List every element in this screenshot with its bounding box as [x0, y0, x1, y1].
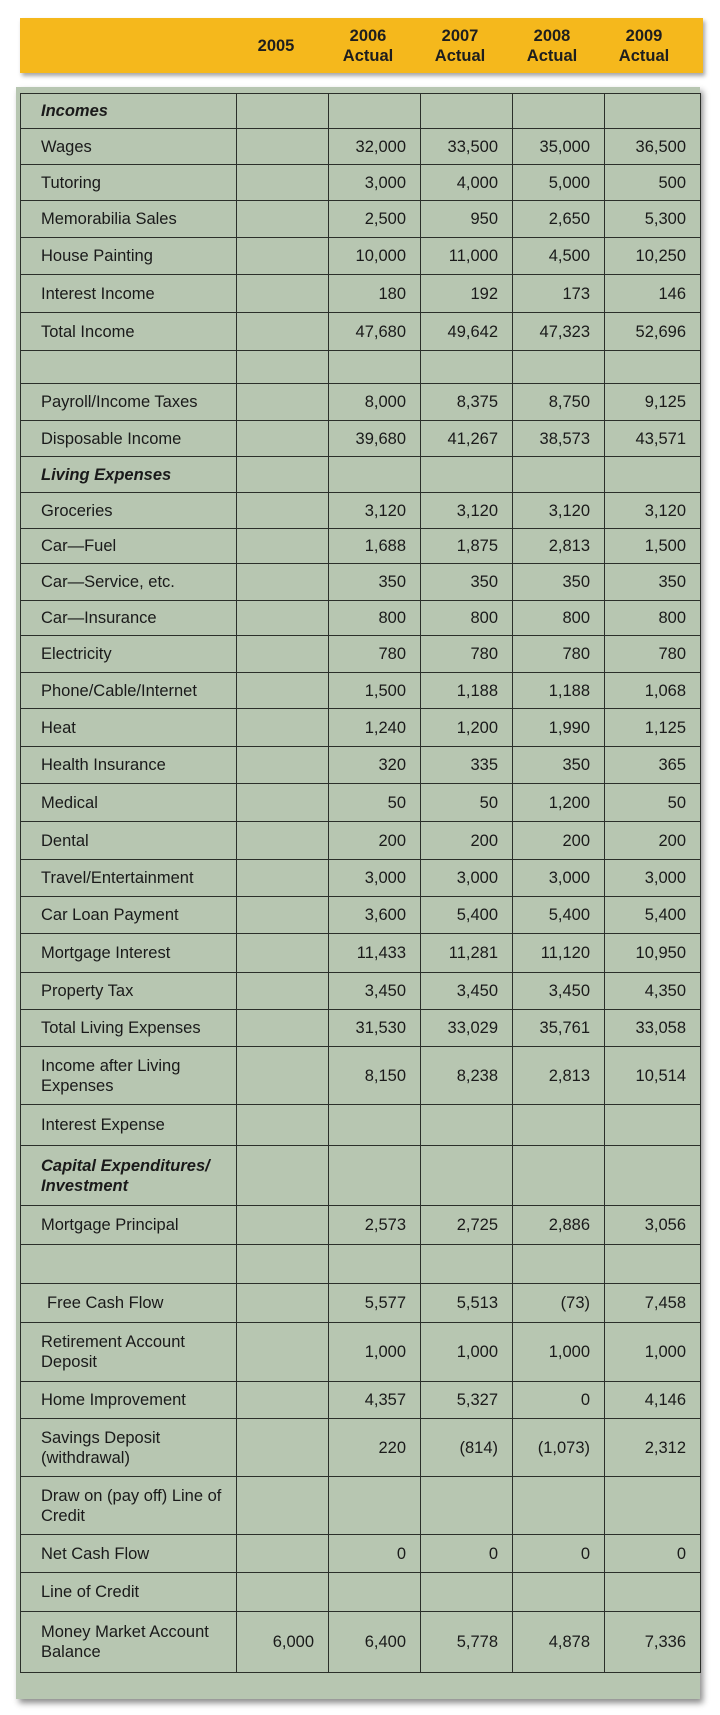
- row-label: Memorabilia Sales: [21, 201, 237, 238]
- cell-2008: 2,886: [513, 1206, 605, 1245]
- cell-2008: 0: [513, 1535, 605, 1573]
- cell-2009: 33,058: [605, 1010, 701, 1047]
- row-label: Car—Service, etc.: [21, 564, 237, 601]
- table-row: [21, 1612, 701, 1673]
- row-label: Phone/Cable/Internet: [21, 673, 237, 709]
- cell-2008: 8,750: [513, 384, 605, 421]
- cell-2008: 35,761: [513, 1010, 605, 1047]
- row-label: Wages: [21, 129, 237, 165]
- cell-2006: 8,000: [329, 384, 421, 421]
- cell-2008: [513, 1573, 605, 1612]
- cell-2005: 6,000: [237, 1612, 329, 1673]
- cell-2007: [421, 457, 513, 493]
- cell-2005: [237, 238, 329, 275]
- cell-2009: [605, 351, 701, 384]
- cell-2005: [237, 129, 329, 165]
- column-header-bar: [20, 18, 703, 73]
- cell-2006: [329, 94, 421, 129]
- cell-2009: 52,696: [605, 313, 701, 351]
- table-row: [21, 934, 701, 973]
- row-label: Car—Fuel: [21, 529, 237, 564]
- cell-2006: 0: [329, 1535, 421, 1573]
- cell-2009: 43,571: [605, 421, 701, 457]
- cell-2006: 3,450: [329, 973, 421, 1010]
- row-label: Free Cash Flow: [21, 1284, 237, 1323]
- cell-2009: 5,300: [605, 201, 701, 238]
- cell-2006: 350: [329, 564, 421, 601]
- table-row: [21, 201, 701, 238]
- cell-2008: [513, 1245, 605, 1284]
- cell-2009: 3,056: [605, 1206, 701, 1245]
- cell-2008: 350: [513, 564, 605, 601]
- cell-2006: 3,120: [329, 493, 421, 529]
- cell-2007: 800: [421, 601, 513, 636]
- table-row: [21, 313, 701, 351]
- cell-2007: 1,188: [421, 673, 513, 709]
- table-row: [21, 1245, 701, 1284]
- cell-2006: 320: [329, 747, 421, 784]
- cell-2005: [237, 747, 329, 784]
- cell-2006: 800: [329, 601, 421, 636]
- row-label: Tutoring: [21, 165, 237, 201]
- cell-2006: 3,600: [329, 897, 421, 934]
- cell-2008: 350: [513, 747, 605, 784]
- cell-2006: 1,500: [329, 673, 421, 709]
- cell-2008: 4,878: [513, 1612, 605, 1673]
- cell-2009: 10,950: [605, 934, 701, 973]
- table-row: [21, 384, 701, 421]
- cell-2007: 0: [421, 1535, 513, 1573]
- cell-2006: 5,577: [329, 1284, 421, 1323]
- cell-2009: 5,400: [605, 897, 701, 934]
- cell-2008: 173: [513, 275, 605, 313]
- table-row: [21, 165, 701, 201]
- cell-2005: [237, 1323, 329, 1382]
- cell-2008: 780: [513, 636, 605, 673]
- cell-2005: [237, 636, 329, 673]
- cell-2007: 5,400: [421, 897, 513, 934]
- table-row: [21, 1284, 701, 1323]
- cell-2007: 4,000: [421, 165, 513, 201]
- table-row: [21, 1477, 701, 1535]
- cell-2009: 4,146: [605, 1382, 701, 1419]
- cell-2006: 50: [329, 784, 421, 822]
- row-label: Disposable Income: [21, 421, 237, 457]
- cell-2006: 2,573: [329, 1206, 421, 1245]
- cell-2009: 350: [605, 564, 701, 601]
- cell-2009: 1,000: [605, 1323, 701, 1382]
- cell-2008: 11,120: [513, 934, 605, 973]
- table-row: [21, 897, 701, 934]
- cell-2009: [605, 94, 701, 129]
- cell-2006: [329, 351, 421, 384]
- cell-2009: 2,312: [605, 1419, 701, 1477]
- cell-2005: [237, 1206, 329, 1245]
- cell-2006: 1,240: [329, 709, 421, 747]
- cell-2009: [605, 1105, 701, 1146]
- cell-2005: [237, 897, 329, 934]
- cell-2006: 4,357: [329, 1382, 421, 1419]
- cell-2009: 3,120: [605, 493, 701, 529]
- cell-2008: 0: [513, 1382, 605, 1419]
- cell-2006: [329, 1245, 421, 1284]
- cell-2007: 350: [421, 564, 513, 601]
- table-row: [21, 1047, 701, 1105]
- row-label: Interest Expense: [21, 1105, 237, 1146]
- cell-2005: [237, 1245, 329, 1284]
- cell-2005: [237, 384, 329, 421]
- cell-2006: [329, 1573, 421, 1612]
- table-row: [21, 1206, 701, 1245]
- cell-2007: 1,875: [421, 529, 513, 564]
- cell-2008: 3,120: [513, 493, 605, 529]
- cell-2009: 4,350: [605, 973, 701, 1010]
- cell-2005: [237, 973, 329, 1010]
- cell-2005: [237, 201, 329, 238]
- cell-2007: 33,029: [421, 1010, 513, 1047]
- cell-2009: 0: [605, 1535, 701, 1573]
- cell-2006: 200: [329, 822, 421, 860]
- row-label: Draw on (pay off) Line of Credit: [21, 1477, 237, 1535]
- table-row: [21, 822, 701, 860]
- table-row: [21, 1105, 701, 1146]
- cell-2006: [329, 457, 421, 493]
- cell-2007: 950: [421, 201, 513, 238]
- cell-2009: 10,514: [605, 1047, 701, 1105]
- column-header-2009: 2009 Actual: [618, 26, 670, 65]
- cell-2009: 365: [605, 747, 701, 784]
- cell-2007: (814): [421, 1419, 513, 1477]
- cell-2007: 3,120: [421, 493, 513, 529]
- row-label: Mortgage Interest: [21, 934, 237, 973]
- cell-2005: [237, 351, 329, 384]
- table-row: [21, 1573, 701, 1612]
- table-row: [21, 275, 701, 313]
- cell-2009: 1,125: [605, 709, 701, 747]
- cell-2009: 36,500: [605, 129, 701, 165]
- cell-2009: 3,000: [605, 860, 701, 897]
- cell-2005: [237, 1573, 329, 1612]
- cell-2009: 7,458: [605, 1284, 701, 1323]
- cell-2008: 1,990: [513, 709, 605, 747]
- cell-2007: 192: [421, 275, 513, 313]
- cell-2005: [237, 1146, 329, 1206]
- row-label: Car Loan Payment: [21, 897, 237, 934]
- cell-2005: [237, 564, 329, 601]
- cell-2006: 1,688: [329, 529, 421, 564]
- row-label: Interest Income: [21, 275, 237, 313]
- column-header-2006: 2006 Actual: [342, 26, 394, 65]
- cell-2008: 2,813: [513, 1047, 605, 1105]
- cell-2008: 1,200: [513, 784, 605, 822]
- row-label: Mortgage Principal: [21, 1206, 237, 1245]
- cell-2008: 35,000: [513, 129, 605, 165]
- row-label: House Painting: [21, 238, 237, 275]
- cell-2008: 4,500: [513, 238, 605, 275]
- cell-2007: 33,500: [421, 129, 513, 165]
- cell-2005: [237, 529, 329, 564]
- cell-2005: [237, 1382, 329, 1419]
- table-row: [21, 421, 701, 457]
- cell-2007: [421, 1245, 513, 1284]
- table-row: [21, 529, 701, 564]
- cell-2007: 41,267: [421, 421, 513, 457]
- row-label: Net Cash Flow: [21, 1535, 237, 1573]
- cell-2007: 200: [421, 822, 513, 860]
- cell-2008: 5,000: [513, 165, 605, 201]
- cell-2005: [237, 860, 329, 897]
- table-row: [21, 1382, 701, 1419]
- cell-2009: 800: [605, 601, 701, 636]
- cell-2005: [237, 784, 329, 822]
- row-label: Money Market Account Balance: [21, 1612, 237, 1673]
- row-label: Income after Living Expenses: [21, 1047, 237, 1105]
- cell-2006: [329, 1146, 421, 1206]
- cell-2008: 2,650: [513, 201, 605, 238]
- cell-2007: [421, 1573, 513, 1612]
- table-row: [21, 784, 701, 822]
- cell-2006: 10,000: [329, 238, 421, 275]
- cell-2006: 220: [329, 1419, 421, 1477]
- cell-2008: 1,000: [513, 1323, 605, 1382]
- cell-2008: [513, 94, 605, 129]
- cell-2007: 8,238: [421, 1047, 513, 1105]
- cell-2006: 2,500: [329, 201, 421, 238]
- cell-2008: [513, 457, 605, 493]
- cell-2006: 180: [329, 275, 421, 313]
- cell-2008: 5,400: [513, 897, 605, 934]
- section-row: [21, 94, 701, 129]
- row-label: Retirement Account Deposit: [21, 1323, 237, 1382]
- cell-2005: [237, 275, 329, 313]
- table-row: [21, 601, 701, 636]
- cell-2009: 200: [605, 822, 701, 860]
- cash-flow-table-panel: [16, 87, 700, 1699]
- cell-2005: [237, 1284, 329, 1323]
- row-label: Medical: [21, 784, 237, 822]
- row-label: Total Income: [21, 313, 237, 351]
- cell-2007: 5,327: [421, 1382, 513, 1419]
- cell-2007: 5,513: [421, 1284, 513, 1323]
- cell-2007: 5,778: [421, 1612, 513, 1673]
- cell-2009: 7,336: [605, 1612, 701, 1673]
- cell-2005: [237, 601, 329, 636]
- row-label: Dental: [21, 822, 237, 860]
- row-label: Total Living Expenses: [21, 1010, 237, 1047]
- cell-2005: [237, 1105, 329, 1146]
- row-label: Incomes: [21, 94, 237, 129]
- section-row: [21, 1146, 701, 1206]
- table-body: [21, 94, 701, 1673]
- row-label: Health Insurance: [21, 747, 237, 784]
- cell-2008: [513, 1105, 605, 1146]
- cell-2008: 47,323: [513, 313, 605, 351]
- cell-2009: 1,068: [605, 673, 701, 709]
- cell-2006: 32,000: [329, 129, 421, 165]
- table-row: [21, 747, 701, 784]
- cell-2008: (1,073): [513, 1419, 605, 1477]
- table-row: [21, 1323, 701, 1382]
- cell-2007: [421, 351, 513, 384]
- cell-2009: 780: [605, 636, 701, 673]
- cell-2008: (73): [513, 1284, 605, 1323]
- cell-2007: 1,000: [421, 1323, 513, 1382]
- table-row: [21, 673, 701, 709]
- cell-2005: [237, 934, 329, 973]
- cell-2005: [237, 1419, 329, 1477]
- row-label: Home Improvement: [21, 1382, 237, 1419]
- cell-2005: [237, 673, 329, 709]
- table-row: [21, 860, 701, 897]
- cell-2005: [237, 421, 329, 457]
- cell-2006: [329, 1477, 421, 1535]
- table-row: [21, 973, 701, 1010]
- cell-2008: 800: [513, 601, 605, 636]
- table-row: [21, 351, 701, 384]
- row-label: [21, 1245, 237, 1284]
- cell-2006: 8,150: [329, 1047, 421, 1105]
- cell-2008: [513, 1477, 605, 1535]
- cell-2009: 500: [605, 165, 701, 201]
- cell-2007: 50: [421, 784, 513, 822]
- row-label: Living Expenses: [21, 457, 237, 493]
- column-header-2005: 2005: [257, 36, 295, 55]
- table-row: [21, 1010, 701, 1047]
- cell-2006: 11,433: [329, 934, 421, 973]
- cell-2006: 47,680: [329, 313, 421, 351]
- row-label: Capital Expenditures/ Investment: [21, 1146, 237, 1206]
- row-label: [21, 351, 237, 384]
- cell-2007: 1,200: [421, 709, 513, 747]
- cell-2009: [605, 1477, 701, 1535]
- cell-2007: 2,725: [421, 1206, 513, 1245]
- cell-2005: [237, 493, 329, 529]
- cell-2009: 1,500: [605, 529, 701, 564]
- cell-2007: 8,375: [421, 384, 513, 421]
- table-row: [21, 129, 701, 165]
- cell-2008: 2,813: [513, 529, 605, 564]
- cell-2005: [237, 313, 329, 351]
- cell-2005: [237, 1477, 329, 1535]
- cell-2005: [237, 457, 329, 493]
- cell-2008: 3,450: [513, 973, 605, 1010]
- table-row: [21, 709, 701, 747]
- cell-2007: 3,000: [421, 860, 513, 897]
- cell-2007: [421, 94, 513, 129]
- cell-2009: 9,125: [605, 384, 701, 421]
- cell-2005: [237, 1047, 329, 1105]
- cell-2006: 31,530: [329, 1010, 421, 1047]
- cell-2007: 11,281: [421, 934, 513, 973]
- cell-2007: [421, 1477, 513, 1535]
- table-row: [21, 564, 701, 601]
- cell-2008: 1,188: [513, 673, 605, 709]
- cell-2005: [237, 94, 329, 129]
- cell-2009: 10,250: [605, 238, 701, 275]
- cell-2005: [237, 822, 329, 860]
- cell-2007: 3,450: [421, 973, 513, 1010]
- section-row: [21, 457, 701, 493]
- cell-2006: [329, 1105, 421, 1146]
- table-row: [21, 636, 701, 673]
- cell-2006: 3,000: [329, 165, 421, 201]
- table-row: [21, 238, 701, 275]
- cell-2009: 146: [605, 275, 701, 313]
- column-header-2007: 2007 Actual: [434, 26, 486, 65]
- cell-2007: [421, 1146, 513, 1206]
- cell-2006: 1,000: [329, 1323, 421, 1382]
- row-label: Car—Insurance: [21, 601, 237, 636]
- cash-flow-table: [20, 93, 701, 1673]
- column-header-2008: 2008 Actual: [526, 26, 578, 65]
- cell-2007: 49,642: [421, 313, 513, 351]
- row-label: Groceries: [21, 493, 237, 529]
- cell-2007: [421, 1105, 513, 1146]
- row-label: Travel/Entertainment: [21, 860, 237, 897]
- cell-2006: 780: [329, 636, 421, 673]
- table-row: [21, 1535, 701, 1573]
- row-label: Savings Deposit (withdrawal): [21, 1419, 237, 1477]
- cell-2009: [605, 1573, 701, 1612]
- row-label: Property Tax: [21, 973, 237, 1010]
- cell-2007: 335: [421, 747, 513, 784]
- cell-2008: 3,000: [513, 860, 605, 897]
- cell-2005: [237, 165, 329, 201]
- table-row: [21, 1419, 701, 1477]
- cell-2005: [237, 709, 329, 747]
- cell-2006: 6,400: [329, 1612, 421, 1673]
- table-row: [21, 493, 701, 529]
- row-label: Line of Credit: [21, 1573, 237, 1612]
- cell-2009: [605, 457, 701, 493]
- cell-2007: 780: [421, 636, 513, 673]
- cell-2005: [237, 1535, 329, 1573]
- row-label: Heat: [21, 709, 237, 747]
- cell-2008: [513, 351, 605, 384]
- cell-2009: [605, 1146, 701, 1206]
- cell-2006: 39,680: [329, 421, 421, 457]
- row-label: Payroll/Income Taxes: [21, 384, 237, 421]
- row-label: Electricity: [21, 636, 237, 673]
- cell-2005: [237, 1010, 329, 1047]
- cell-2007: 11,000: [421, 238, 513, 275]
- cell-2009: 50: [605, 784, 701, 822]
- cell-2008: [513, 1146, 605, 1206]
- cell-2009: [605, 1245, 701, 1284]
- cell-2008: 38,573: [513, 421, 605, 457]
- cell-2006: 3,000: [329, 860, 421, 897]
- cell-2008: 200: [513, 822, 605, 860]
